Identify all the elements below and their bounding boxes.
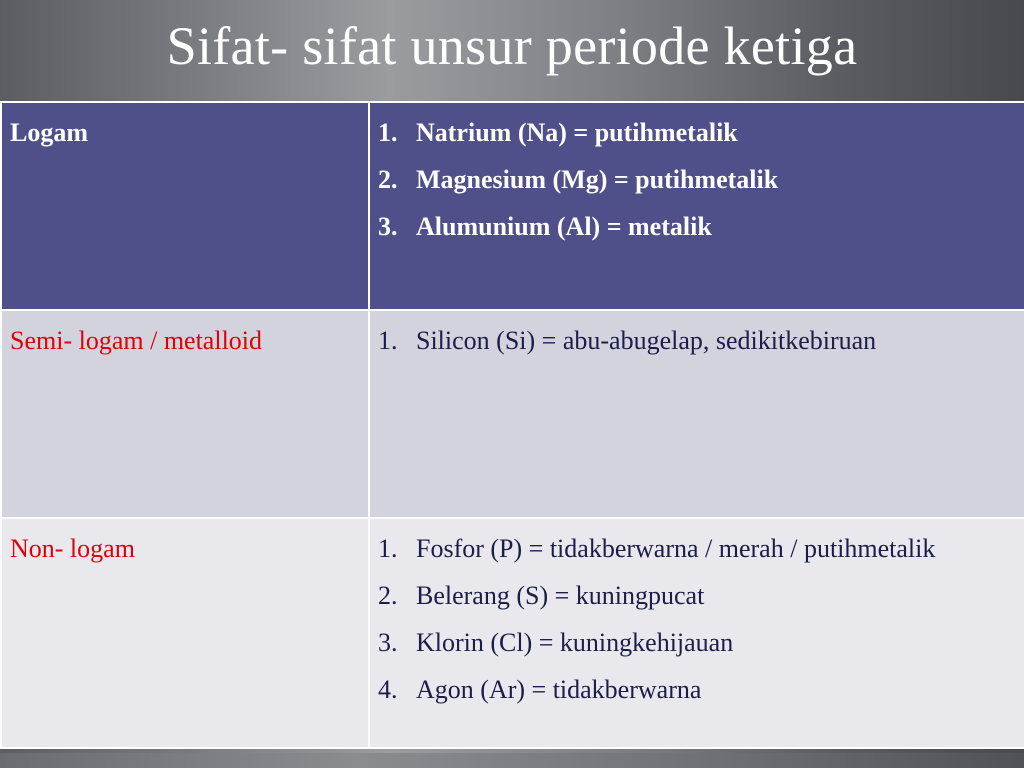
list-item: 1. Silicon (Si) = abu-abugelap, sedikitkebiruan (378, 326, 877, 355)
table-row-semi-logam (1, 310, 1024, 518)
list-item: 3. Klorin (Cl) = kuningkehijauan (378, 628, 734, 657)
table-row-logam (1, 102, 1024, 310)
list-item: 1. Natrium (Na) = putihmetalik (378, 118, 738, 147)
row-items-logam (369, 102, 1024, 310)
list-item: 3. Alumunium (Al) = metalik (378, 212, 712, 241)
slide-title: Sifat- sifat unsur periode ketiga (166, 16, 858, 76)
row-label-logam: Logam (1, 102, 369, 310)
row-label-semi-logam: Semi- logam / metalloid (1, 310, 369, 518)
properties-table (0, 101, 1024, 753)
list-item: 4. Agon (Ar) = tidakberwarna (378, 675, 702, 704)
list-item: 2. Belerang (S) = kuningpucat (378, 581, 705, 610)
list-item: 2. Magnesium (Mg) = putihmetalik (378, 165, 779, 194)
bottom-border-strip (0, 753, 1024, 768)
row-items-semi-logam (369, 310, 1024, 518)
row-label-non-logam: Non- logam (1, 518, 369, 748)
table-row-non-logam (1, 518, 1024, 748)
list-item: 1. Fosfor (P) = tidakberwarna / merah / putihmetalik (378, 534, 936, 563)
row-items-non-logam (369, 518, 1024, 748)
